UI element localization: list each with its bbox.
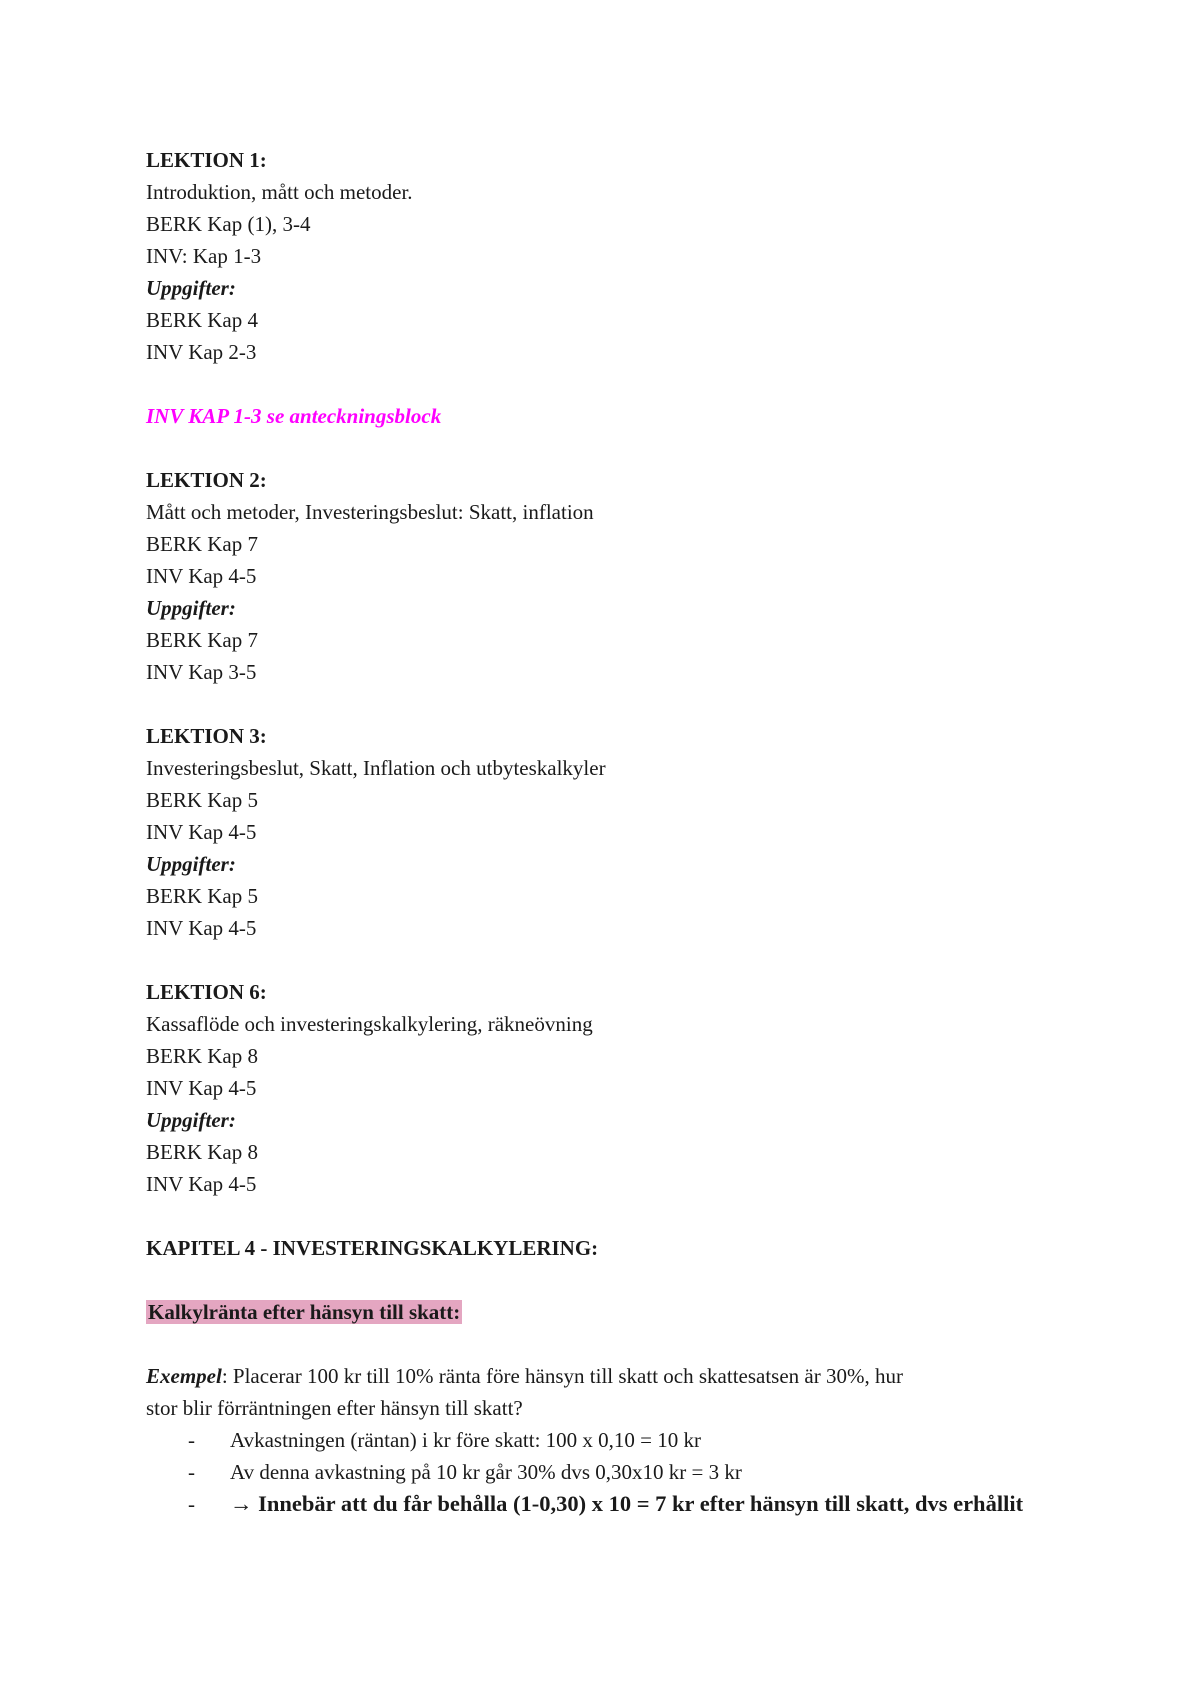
lesson-2-task: INV Kap 3-5: [146, 660, 257, 684]
chapter-heading: KAPITEL 4 - INVESTERINGSKALKYLERING:: [146, 1236, 599, 1260]
lesson-6-topic: Kassaflöde och investeringskalkylering, räkneövning: [146, 1012, 593, 1036]
example-text: : Placerar 100 kr till 10% ränta före hänsyn till skatt och skattesatsen är 30%, hur: [221, 1364, 903, 1388]
lesson-2-ref: INV Kap 4-5: [146, 564, 257, 588]
lesson-3-task: BERK Kap 5: [146, 884, 258, 908]
bullet-text: Avkastningen (räntan) i kr före skatt: 100 x 0,10 = 10 kr: [230, 1428, 702, 1452]
spacer: [146, 688, 1106, 720]
lesson-1-topic: Introduktion, mått och metoder.: [146, 180, 413, 204]
spacer: [146, 1264, 1106, 1296]
highlight-heading-row: [146, 1296, 1106, 1328]
lesson-3-tasks-label: Uppgifter:: [146, 852, 236, 876]
lesson-6-ref: BERK Kap 8: [146, 1044, 258, 1068]
spacer: [146, 1200, 1106, 1232]
lesson-3-heading: LEKTION 3:: [146, 724, 267, 748]
lesson-1-task: INV Kap 2-3: [146, 340, 257, 364]
dash-marker: -: [188, 1460, 195, 1484]
lesson-2-heading: LEKTION 2:: [146, 468, 267, 492]
lesson-6-tasks-label: Uppgifter:: [146, 1108, 236, 1132]
spacer: [146, 1328, 1106, 1360]
lesson-1-heading: LEKTION 1:: [146, 148, 267, 172]
example-label: Exempel: [146, 1364, 222, 1388]
lesson-3-task: INV Kap 4-5: [146, 916, 257, 940]
lesson-6-ref: INV Kap 4-5: [146, 1076, 257, 1100]
lesson-2-ref: BERK Kap 7: [146, 532, 258, 556]
dash-marker: -: [188, 1428, 195, 1452]
lesson-3-topic: Investeringsbeslut, Skatt, Inflation och utbyteskalkyler: [146, 756, 606, 780]
bullet-text: → Innebär att du får behålla (1-0,30) x 10 = 7 kr efter hänsyn till skatt, dvs erhållit: [230, 1491, 1024, 1516]
lesson-1-task: BERK Kap 4: [146, 308, 258, 332]
lesson-3-ref: INV Kap 4-5: [146, 820, 257, 844]
spacer: [146, 432, 1106, 464]
lesson-3-ref: BERK Kap 5: [146, 788, 258, 812]
dash-marker: -: [188, 1492, 195, 1516]
document-body: [146, 144, 1106, 1520]
example-line-1: [146, 1360, 1106, 1392]
notebook-note: INV KAP 1-3 se anteckningsblock: [146, 404, 442, 428]
example-line-2: stor blir förräntningen efter hänsyn till skatt?: [146, 1396, 523, 1420]
spacer: [146, 944, 1106, 976]
bullet-item: [146, 1456, 1106, 1488]
lesson-2-topic: Mått och metoder, Investeringsbeslut: Skatt, inflation: [146, 500, 594, 524]
lesson-6-task: INV Kap 4-5: [146, 1172, 257, 1196]
bullet-text: Av denna avkastning på 10 kr går 30% dvs 0,30x10 kr = 3 kr: [230, 1460, 742, 1484]
lesson-1-ref: BERK Kap (1), 3-4: [146, 212, 311, 236]
bullet-item: [146, 1488, 1106, 1520]
lesson-6-task: BERK Kap 8: [146, 1140, 258, 1164]
lesson-6-heading: LEKTION 6:: [146, 980, 267, 1004]
lesson-1-tasks-label: Uppgifter:: [146, 276, 236, 300]
spacer: [146, 368, 1106, 400]
highlight-heading: Kalkylränta efter hänsyn till skatt:: [148, 1300, 461, 1324]
lesson-2-task: BERK Kap 7: [146, 628, 258, 652]
lesson-2-tasks-label: Uppgifter:: [146, 596, 236, 620]
bullet-item: [146, 1424, 1106, 1456]
lesson-1-ref: INV: Kap 1-3: [146, 244, 262, 268]
